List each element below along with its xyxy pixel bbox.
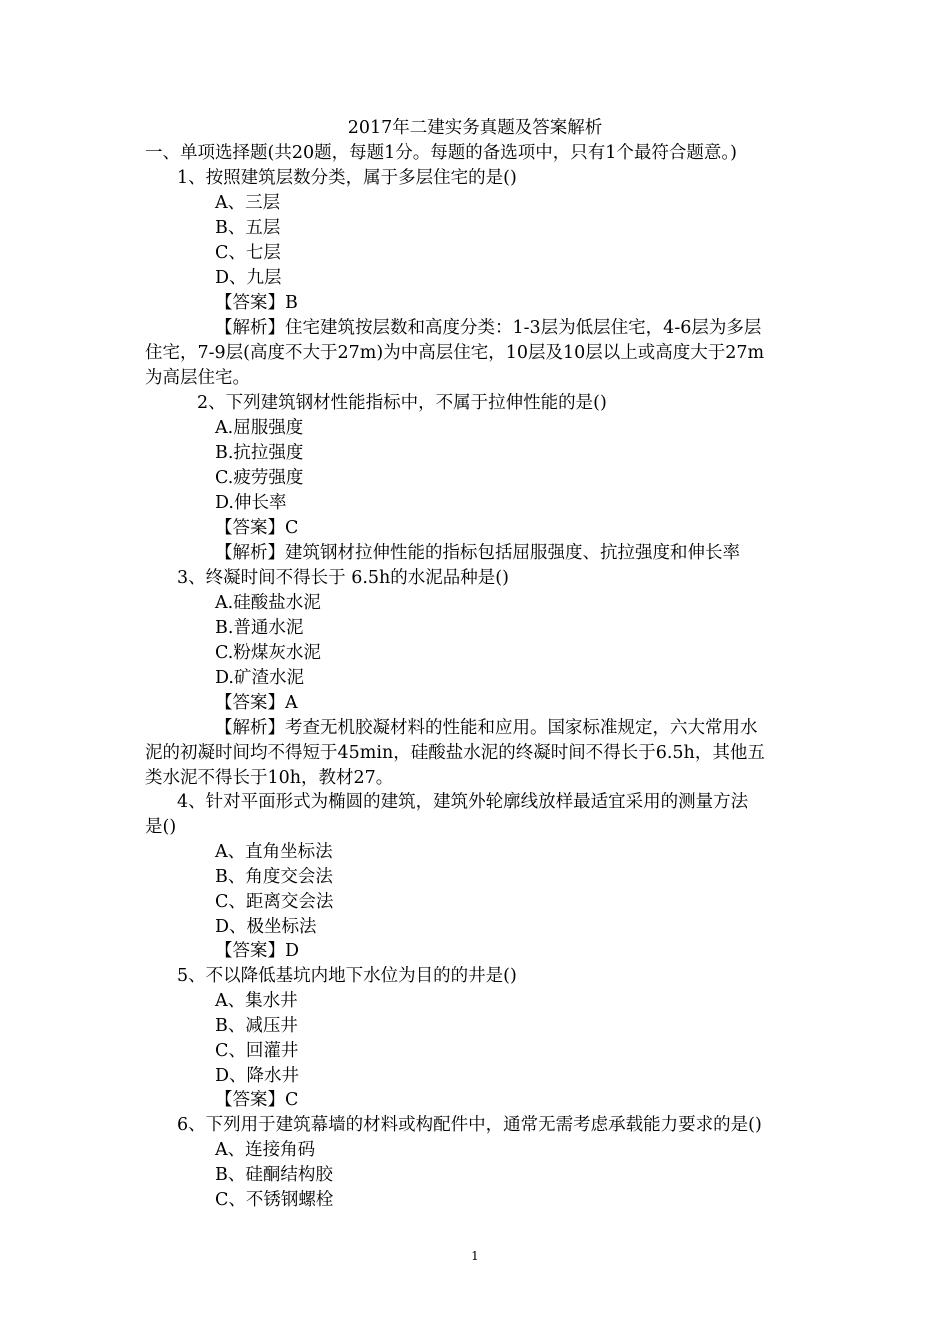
- page-number: 1: [471, 1249, 479, 1263]
- option-c: C、不锈钢螺栓: [215, 1190, 334, 1210]
- answer: 【答案】C: [215, 1090, 299, 1110]
- document-title: 2017年二建实务真题及答案解析: [347, 118, 603, 138]
- analysis-line: 【解析】考查无机胶凝材料的性能和应用。国家标准规定，六大常用水: [215, 718, 758, 738]
- analysis-line: 住宅，7-9层(高度不大于27m)为中高层住宅，10层及10层以上或高度大于27m: [145, 343, 765, 363]
- question-stem: 6、下列用于建筑幕墙的材料或构配件中，通常无需考虑承载能力要求的是(): [177, 1115, 762, 1135]
- analysis-line: 泥的初凝时间均不得短于45min，硅酸盐水泥的终凝时间不得长于6.5h，其他五: [145, 743, 765, 763]
- option-d: D、降水井: [215, 1066, 300, 1086]
- analysis-line: 类水泥不得长于10h，教材27。: [145, 768, 394, 788]
- option-a: A、连接角码: [215, 1140, 316, 1160]
- question-stem: 3、终凝时间不得长于 6.5h的水泥品种是(): [177, 568, 509, 588]
- question-stem: 1、按照建筑层数分类，属于多层住宅的是(): [177, 168, 517, 188]
- option-a: A、集水井: [215, 991, 298, 1011]
- question-stem: 是(): [145, 817, 177, 837]
- option-c: C、回灌井: [215, 1041, 299, 1061]
- option-b: B、五层: [215, 218, 281, 238]
- analysis-line: 【解析】住宅建筑按层数和高度分类：1-3层为低层住宅，4-6层为多层: [215, 318, 762, 338]
- analysis-line: 为高层住宅。: [145, 368, 250, 388]
- section-heading: 一、单项选择题(共20题，每题1分。每题的备选项中，只有1个最符合题意。): [145, 143, 737, 163]
- option-b: B.抗拉强度: [215, 443, 304, 463]
- option-b: B.普通水泥: [215, 618, 304, 638]
- option-d: D.矿渣水泥: [215, 668, 304, 688]
- option-a: A.硅酸盐水泥: [215, 593, 321, 613]
- question-stem: 4、针对平面形式为椭圆的建筑，建筑外轮廓线放样最适宜采用的测量方法: [177, 792, 749, 812]
- option-b: B、角度交会法: [215, 867, 333, 887]
- option-c: C.粉煤灰水泥: [215, 643, 321, 663]
- option-a: A.屈服强度: [215, 418, 304, 438]
- question-stem: 5、不以降低基坑内地下水位为目的的井是(): [177, 966, 517, 986]
- answer: 【答案】B: [215, 293, 298, 313]
- option-c: C、七层: [215, 243, 281, 263]
- option-d: D、九层: [215, 268, 282, 288]
- option-b: B、减压井: [215, 1016, 298, 1036]
- answer: 【答案】D: [215, 941, 300, 961]
- analysis-line: 【解析】建筑钢材拉伸性能的指标包括屈服强度、抗拉强度和伸长率: [215, 543, 740, 563]
- question-stem: 2、下列建筑钢材性能指标中，不属于拉伸性能的是(): [197, 393, 607, 413]
- option-c: C、距离交会法: [215, 892, 334, 912]
- option-a: A、三层: [215, 193, 281, 213]
- option-b: B、硅酮结构胶: [215, 1165, 333, 1185]
- answer: 【答案】C: [215, 518, 299, 538]
- option-c: C.疲劳强度: [215, 468, 304, 488]
- option-a: A、直角坐标法: [215, 842, 333, 862]
- answer: 【答案】A: [215, 693, 298, 713]
- option-d: D.伸长率: [215, 493, 287, 513]
- option-d: D、极坐标法: [215, 917, 317, 937]
